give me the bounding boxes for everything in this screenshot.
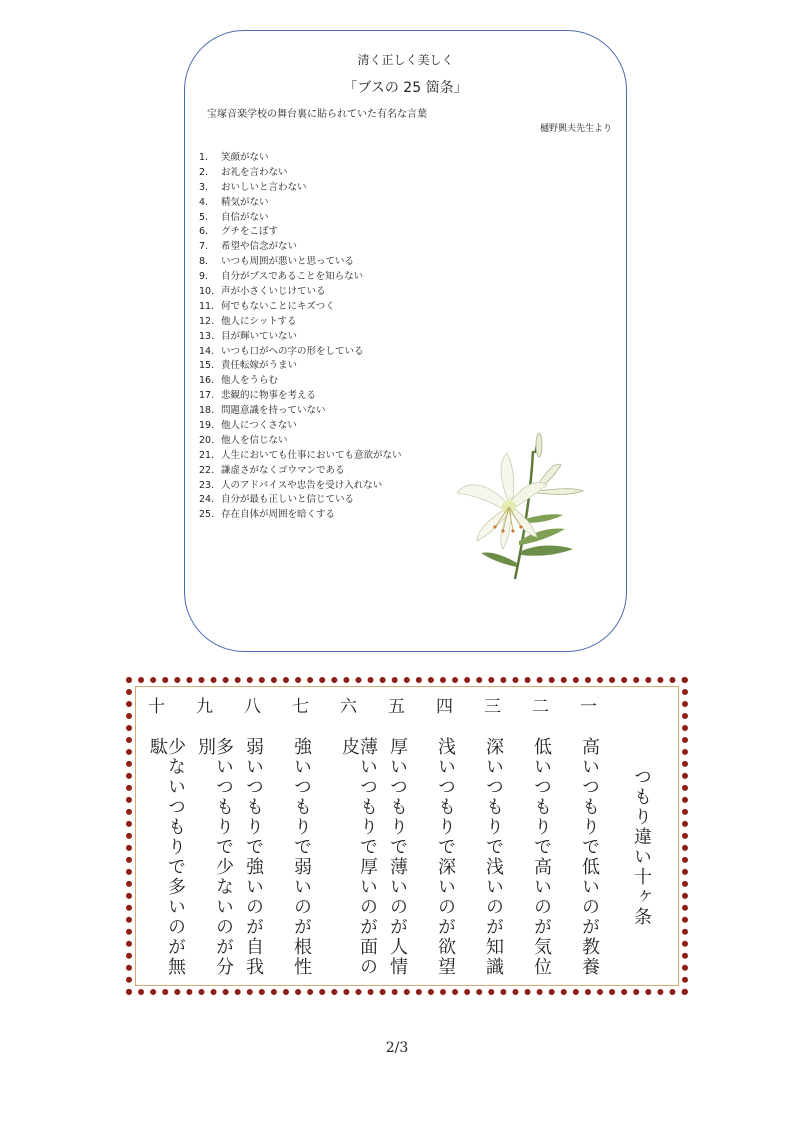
rule-item <box>199 330 402 345</box>
rule-number: 9. <box>199 271 209 283</box>
rule-text: 存在自体が周囲を暗くする <box>221 509 336 521</box>
tsumori-number: 四 <box>436 697 453 717</box>
tsumori-item-text: 高いつもりで低いのが教養 <box>579 737 600 977</box>
tsumori-item-text: 弱いつもりで強いのが自我 <box>243 737 264 977</box>
rule-text: いつも周囲が悪いと思っている <box>221 256 355 268</box>
rule-number: 6. <box>199 226 209 238</box>
rule-number: 10. <box>199 286 215 298</box>
rule-text: 悲観的に物事を考える <box>221 390 317 402</box>
rule-number: 16. <box>199 375 215 387</box>
rule-number: 20. <box>199 434 215 446</box>
rule-text: 希望や信念がない <box>221 241 298 253</box>
rule-item <box>199 151 402 166</box>
tsumori-heading: つもり違い十ヶ条 <box>631 767 652 927</box>
rule-item <box>199 449 402 464</box>
rule-item <box>199 359 402 374</box>
rule-text: 責任転嫁がうまい <box>221 360 298 372</box>
rule-item <box>199 240 402 255</box>
rule-number: 8. <box>199 256 209 268</box>
rule-text: 他人をうらむ <box>221 375 279 387</box>
rule-text: 他人につくさない <box>221 420 297 432</box>
tsumori-item-text: 厚いつもりで薄いのが人情 <box>387 737 408 977</box>
rule-number: 22. <box>199 464 215 476</box>
rule-number: 2. <box>199 166 209 178</box>
rule-number: 7. <box>199 241 209 253</box>
rule-number: 5. <box>199 211 209 223</box>
rule-text: 他人にシットする <box>221 315 297 327</box>
busu-25-card <box>184 30 627 652</box>
rule-text: お礼を言わない <box>221 166 288 178</box>
rule-number: 3. <box>199 181 209 193</box>
tsumori-number: 九 <box>196 697 213 717</box>
rule-item <box>199 225 402 240</box>
tsumori-number: 七 <box>292 697 309 717</box>
rule-item <box>199 479 402 494</box>
rule-text: 謙虚さがなくゴウマンである <box>221 464 345 476</box>
rule-item <box>199 404 402 419</box>
tsumori-item-text: 少ないつもりで多いのが無駄 <box>147 737 186 977</box>
rule-text: 何でもないことにキズつく <box>221 300 335 312</box>
rule-text: おいしいと言わない <box>221 181 307 193</box>
rule-number: 4. <box>199 196 209 208</box>
rule-text: 問題意識を持っていない <box>221 405 326 417</box>
rule-number: 24. <box>199 494 215 506</box>
rule-item <box>199 374 402 389</box>
rule-text: 目が輝いていない <box>221 330 298 342</box>
rule-item <box>199 300 402 315</box>
tsumori-item-text: 低いつもりで高いのが気位 <box>531 737 552 977</box>
rule-item <box>199 211 402 226</box>
rule-number: 19. <box>199 420 215 432</box>
card-author: 樋野興夫先生より <box>539 124 612 134</box>
rule-number: 21. <box>199 449 215 461</box>
rule-text: 他人を信じない <box>221 434 288 446</box>
tsumori-frame <box>126 677 688 995</box>
rule-text: 声が小さくいじけている <box>221 286 326 298</box>
rule-number: 17. <box>199 390 215 402</box>
tsumori-item-text: 深いつもりで浅いのが知識 <box>483 737 504 977</box>
rule-number: 1. <box>199 152 209 163</box>
rule-item <box>199 508 402 523</box>
card-title: 「ブスの 25 箇条」 <box>343 80 468 96</box>
tsumori-item-text: 薄いつもりで厚いのが面の皮 <box>339 737 378 977</box>
lily-flower-icon <box>455 431 585 581</box>
rule-item <box>199 464 402 479</box>
rule-item <box>199 255 402 270</box>
tsumori-item-text: 浅いつもりで深いのが欲望 <box>435 737 456 977</box>
rule-text: 自信がない <box>221 211 269 223</box>
rule-number: 14. <box>199 345 215 357</box>
card-description: 宝塚音楽学校の舞台裏に貼られていた有名な言葉 <box>207 109 427 120</box>
rule-text: グチをこぼす <box>221 226 279 238</box>
tsumori-item-text: 多いつもりで少ないのが分別 <box>195 737 234 977</box>
tsumori-item-text: 強いつもりで弱いのが根性 <box>291 737 312 977</box>
rule-number: 15. <box>199 360 215 372</box>
rule-item <box>199 181 402 196</box>
rule-item <box>199 434 402 449</box>
rule-number: 13. <box>199 330 215 342</box>
rule-number: 11. <box>199 300 215 312</box>
rule-text: いつも口がへの字の形をしている <box>221 345 364 357</box>
tsumori-number: 一 <box>580 697 597 717</box>
rule-text: 精気がない <box>221 196 269 208</box>
tsumori-number: 二 <box>532 697 549 717</box>
rule-number: 18. <box>199 405 215 417</box>
rule-number: 25. <box>199 509 215 521</box>
rule-item <box>199 166 402 181</box>
rule-item <box>199 389 402 404</box>
rule-text: 笑顔がない <box>221 152 269 163</box>
page-number: 2/3 <box>385 1040 409 1056</box>
rule-text: 人生においても仕事においても意欲がない <box>221 449 402 461</box>
tsumori-frame-inner <box>135 686 679 986</box>
tsumori-number: 八 <box>244 697 261 717</box>
tsumori-number: 六 <box>340 697 357 717</box>
rule-text: 自分がブスであることを知らない <box>221 271 364 283</box>
rule-item <box>199 419 402 434</box>
rule-item <box>199 345 402 360</box>
tsumori-number: 三 <box>484 697 501 717</box>
tsumori-number: 五 <box>388 697 405 717</box>
rule-item <box>199 493 402 508</box>
rule-number: 12. <box>199 315 215 327</box>
tsumori-number: 十 <box>148 697 165 717</box>
rule-number: 23. <box>199 479 215 491</box>
rule-item <box>199 270 402 285</box>
rules-list <box>199 151 402 523</box>
card-subtitle: 清く正しく美しく <box>357 53 454 67</box>
rule-item <box>199 285 402 300</box>
rule-item <box>199 315 402 330</box>
rule-text: 自分が最も正しいと信じている <box>221 494 355 506</box>
rule-item <box>199 196 402 211</box>
rule-text: 人のアドバイスや忠告を受け入れない <box>221 479 383 491</box>
